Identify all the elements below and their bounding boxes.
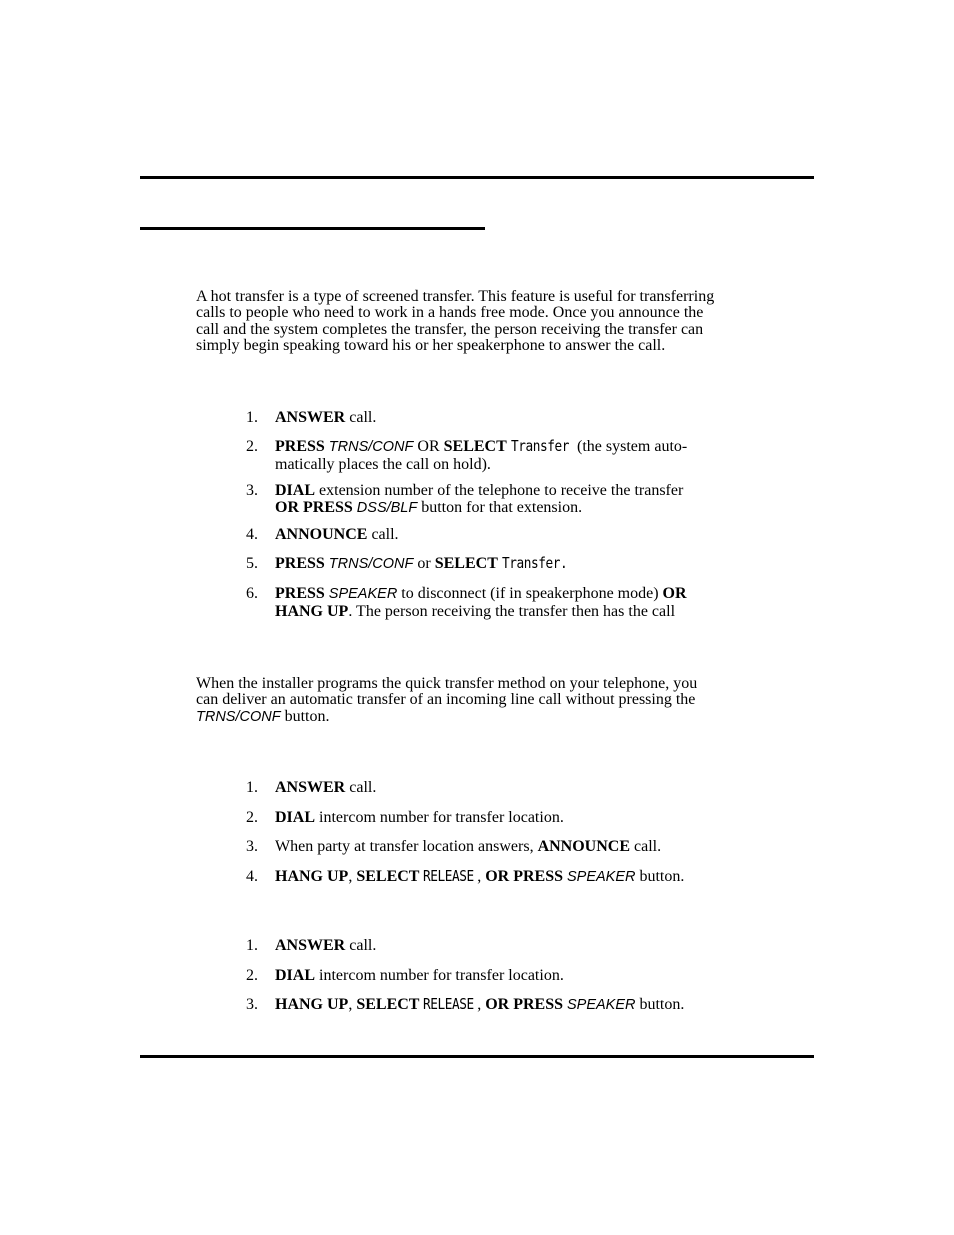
trns-conf-key: TRNS/CONF <box>196 708 281 725</box>
step-number: 1. <box>246 937 258 954</box>
step-action: ANSWER <box>275 937 346 954</box>
quick-paragraph <box>196 676 766 725</box>
step-text: button. <box>635 996 685 1013</box>
quick-line: When the installer programs the quick transfer method on your telephone, you <box>196 675 698 692</box>
step-action: HANG UP <box>275 603 349 620</box>
step-action: OR PRESS <box>275 499 353 516</box>
trns-conf-key: TRNS/CONF <box>328 556 414 572</box>
step-action: PRESS <box>275 585 325 602</box>
step-action: ANSWER <box>275 409 346 426</box>
lcd-option-release: RELEASE <box>423 995 475 1013</box>
intro-line: simply begin speaking toward his or her speakerphone to answer the call. <box>196 336 666 354</box>
step-action: DIAL <box>275 967 316 984</box>
step-action: DIAL <box>275 809 316 826</box>
step-action: ANNOUNCE <box>537 838 631 855</box>
step-text: call. <box>345 937 377 954</box>
trns-conf-key: TRNS/CONF <box>328 439 414 455</box>
step-action: SELECT <box>443 438 507 455</box>
step-number: 4. <box>246 868 258 885</box>
intro-paragraph <box>196 289 766 354</box>
step-text: call. <box>345 779 377 796</box>
step-number: 3. <box>246 838 258 855</box>
step-action: HANG UP <box>275 868 349 885</box>
step-text: call. <box>367 526 399 543</box>
step-text: , <box>348 996 357 1013</box>
intro-line: A hot transfer is a type of screened transfer. This feature is useful for transferring <box>196 288 715 305</box>
step-text: intercom number for transfer location. <box>315 809 564 826</box>
bottom-rule <box>140 1055 814 1058</box>
step-number: 1. <box>246 779 258 796</box>
step-text: , <box>477 868 486 885</box>
step-text: extension number of the telephone to receive the transfer <box>315 482 684 499</box>
step-text: intercom number for transfer location. <box>315 967 564 984</box>
speaker-key: SPEAKER <box>566 869 636 885</box>
step-text: When party at transfer location answers, <box>275 838 538 855</box>
intro-line: calls to people who need to work in a hands free mode. Once you announce the <box>196 304 704 322</box>
step-action: SELECT <box>434 555 498 572</box>
step-action: SELECT <box>356 868 420 885</box>
quick-line: can deliver an automatic transfer of an incoming line call without pressing the <box>196 691 696 709</box>
speaker-key: SPEAKER <box>566 997 636 1013</box>
step-text: button for that extension. <box>417 499 583 516</box>
step-text: call. <box>345 409 377 426</box>
step-action: PRESS <box>275 555 325 572</box>
step-action: OR <box>662 585 687 602</box>
dss-blf-key: DSS/BLF <box>356 500 418 516</box>
step-text: , <box>348 868 357 885</box>
step-action: OR PRESS <box>485 868 563 885</box>
step-text: , <box>477 996 486 1013</box>
step-number: 6. <box>246 585 258 602</box>
step-action: PRESS <box>275 438 325 455</box>
step-number: 2. <box>246 809 258 826</box>
top-rule <box>140 176 814 179</box>
section-rule <box>140 227 485 230</box>
step-text: matically places the call on hold). <box>275 456 491 473</box>
step-number: 2. <box>246 967 258 984</box>
step-number: 2. <box>246 438 258 455</box>
step-number: 3. <box>246 482 258 499</box>
step-number: 1. <box>246 409 258 426</box>
speaker-key: SPEAKER <box>328 586 398 602</box>
step-text: button. <box>635 868 685 885</box>
step-text: (the system auto- <box>573 438 688 455</box>
quick-line: button. <box>280 707 330 725</box>
step-action: SELECT <box>356 996 420 1013</box>
step-number: 4. <box>246 526 258 543</box>
step-action: HANG UP <box>275 996 349 1013</box>
step-text: to disconnect (if in speakerphone mode) <box>397 585 663 602</box>
lcd-option-release: RELEASE <box>423 867 475 885</box>
step-action: OR PRESS <box>485 996 563 1013</box>
step-text: or <box>413 555 435 572</box>
step-text: . The person receiving the transfer then has the call <box>348 603 676 620</box>
step-text: OR <box>413 438 444 455</box>
lcd-option-transfer: Transfer <box>510 437 569 455</box>
step-number: 3. <box>246 996 258 1013</box>
step-action: ANNOUNCE <box>275 526 368 543</box>
step-action: DIAL <box>275 482 316 499</box>
intro-line: call and the system completes the transfer, the person receiving the transfer can <box>196 320 704 338</box>
step-number: 5. <box>246 555 258 572</box>
step-action: ANSWER <box>275 779 346 796</box>
lcd-option-transfer: Transfer. <box>501 554 568 572</box>
step-text: call. <box>630 838 662 855</box>
